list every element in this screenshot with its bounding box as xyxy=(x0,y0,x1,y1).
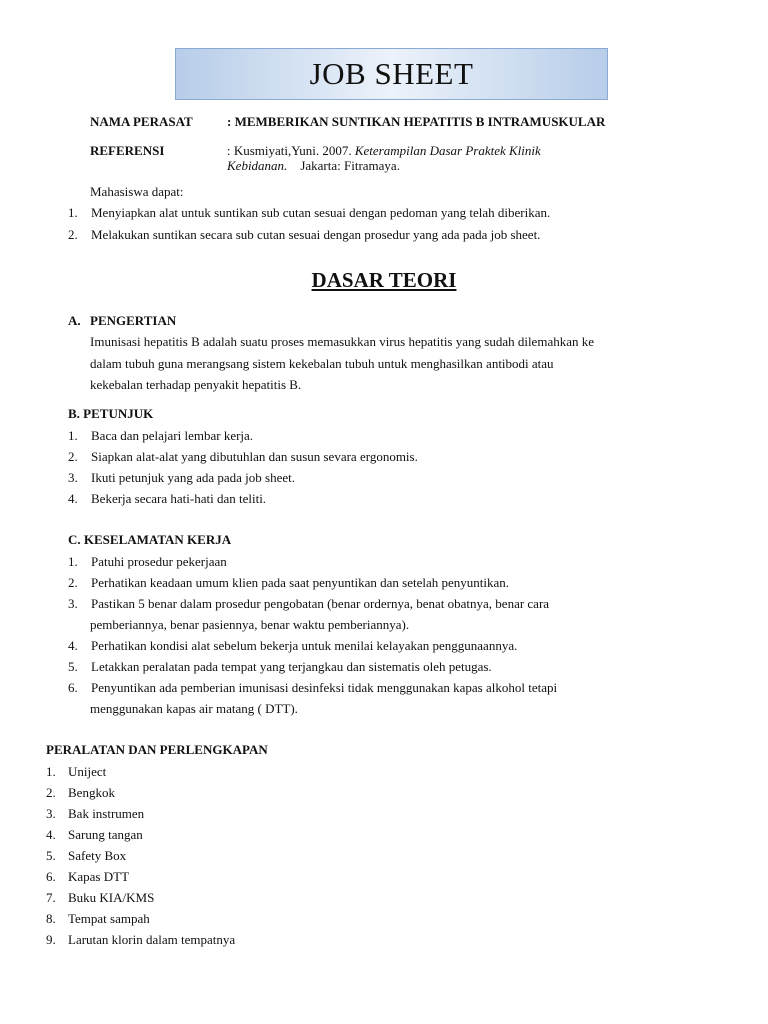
petunjuk-item-number: 1. xyxy=(68,428,78,443)
pengertian-heading xyxy=(68,313,177,329)
nama-perasat-value: : MEMBERIKAN SUNTIKAN HEPATITIS B INTRAMUSKULAR xyxy=(227,114,606,129)
peralatan-item-text: Uniject xyxy=(68,764,107,779)
keselamatan-item-text: Letakkan peralatan pada tempat yang terjangkau dan sistematis oleh petugas. xyxy=(91,659,492,674)
peralatan-item-number: 6. xyxy=(46,869,56,884)
peralatan-item-number: 4. xyxy=(46,827,56,842)
pengertian-line: dalam tubuh guna merangsang sistem kekebalan tubuh untuk menghasilkan antibodi atau xyxy=(90,355,554,371)
page-title: JOB SHEET xyxy=(309,56,474,92)
pengertian-line: Imunisasi hepatitis B adalah suatu proses memasukkan virus hepatitis yang sudah dilemahkan ke xyxy=(90,334,595,349)
peralatan-heading: PERALATAN DAN PERLENGKAPAN xyxy=(46,742,268,757)
petunjuk-item-text: Siapkan alat-alat yang dibutuhlan dan susun sevara ergonomis. xyxy=(91,449,418,464)
peralatan-item-text: Tempat sampah xyxy=(68,911,150,926)
pengertian-line: kekebalan terhadap penyakit hepatitis B. xyxy=(90,377,302,392)
petunjuk-item-text: Ikuti petunjuk yang ada pada job sheet. xyxy=(91,470,295,485)
petunjuk-heading: B. PETUNJUK xyxy=(68,406,154,421)
peralatan-item-text: Larutan klorin dalam tempatnya xyxy=(68,932,236,947)
referensi-label: REFERENSI xyxy=(90,143,165,158)
petunjuk-item-number: 4. xyxy=(68,491,78,506)
keselamatan-item-text: Perhatikan keadaan umum klien pada saat penyuntikan dan setelah penyuntikan. xyxy=(91,575,510,590)
objectives-item-number: 1. xyxy=(68,205,78,220)
title-box xyxy=(175,48,608,100)
peralatan-item-text: Kapas DTT xyxy=(68,869,130,884)
peralatan-item-number: 9. xyxy=(46,932,56,947)
petunjuk-item-text: Baca dan pelajari lembar kerja. xyxy=(91,428,254,443)
petunjuk-item-number: 2. xyxy=(68,449,78,464)
keselamatan-item-text: Patuhi prosedur pekerjaan xyxy=(91,554,227,569)
petunjuk-item-number: 3. xyxy=(68,470,78,485)
pengertian-letter: A. xyxy=(68,313,81,328)
objectives-intro: Mahasiswa dapat: xyxy=(90,184,184,199)
objectives-item-text: Menyiapkan alat untuk suntikan sub cutan sesuai dengan pedoman yang telah diberikan. xyxy=(91,205,551,220)
referensi-suffix: Jakarta: Fitramaya. xyxy=(300,158,400,173)
peralatan-item-text: Sarung tangan xyxy=(68,827,143,842)
peralatan-item-number: 7. xyxy=(46,890,56,905)
objectives-item-text: Melakukan suntikan secara sub cutan sesuai dengan prosedur yang ada pada job sheet. xyxy=(91,227,541,242)
pengertian-title: PENGERTIAN xyxy=(90,313,177,328)
nama-perasat-label: NAMA PERASAT xyxy=(90,114,193,129)
peralatan-item-text: Bengkok xyxy=(68,785,115,800)
keselamatan-item-number: 2. xyxy=(68,575,78,590)
dasar-teori-heading: DASAR TEORI xyxy=(311,268,457,292)
keselamatan-item-number: 3. xyxy=(68,596,78,611)
peralatan-item-number: 1. xyxy=(46,764,56,779)
referensi-title-1: Keterampilan Dasar Praktek Klinik xyxy=(354,143,541,158)
peralatan-item-number: 8. xyxy=(46,911,56,926)
referensi-value xyxy=(227,144,541,159)
peralatan-item-text: Safety Box xyxy=(68,848,127,863)
keselamatan-item-number: 1. xyxy=(68,554,78,569)
keselamatan-item-text: Penyuntikan ada pemberian imunisasi desinfeksi tidak menggunakan kapas alkohol tetapi xyxy=(91,680,558,695)
keselamatan-item-continuation: menggunakan kapas air matang ( DTT). xyxy=(90,701,298,716)
referensi-value-line2 xyxy=(227,159,400,174)
peralatan-item-text: Bak instrumen xyxy=(68,806,145,821)
objectives-item-number: 2. xyxy=(68,227,78,242)
keselamatan-item-continuation: pemberiannya, benar pasiennya, benar waktu pemberiannya). xyxy=(90,617,410,632)
peralatan-item-number: 3. xyxy=(46,806,56,821)
peralatan-item-text: Buku KIA/KMS xyxy=(68,890,155,905)
peralatan-item-number: 5. xyxy=(46,848,56,863)
keselamatan-item-number: 6. xyxy=(68,680,78,695)
referensi-prefix: : Kusmiyati,Yuni. 2007. xyxy=(227,143,355,158)
keselamatan-item-text: Perhatikan kondisi alat sebelum bekerja untuk menilai kelayakan penggunaannya. xyxy=(91,638,518,653)
keselamatan-item-number: 5. xyxy=(68,659,78,674)
keselamatan-heading: C. KESELAMATAN KERJA xyxy=(68,532,232,547)
keselamatan-item-number: 4. xyxy=(68,638,78,653)
referensi-title-2: Kebidanan. xyxy=(227,158,288,173)
petunjuk-item-text: Bekerja secara hati-hati dan teliti. xyxy=(91,491,267,506)
keselamatan-item-text: Pastikan 5 benar dalam prosedur pengobatan (benar ordernya, benat obatnya, benar cara xyxy=(91,596,550,611)
peralatan-item-number: 2. xyxy=(46,785,56,800)
